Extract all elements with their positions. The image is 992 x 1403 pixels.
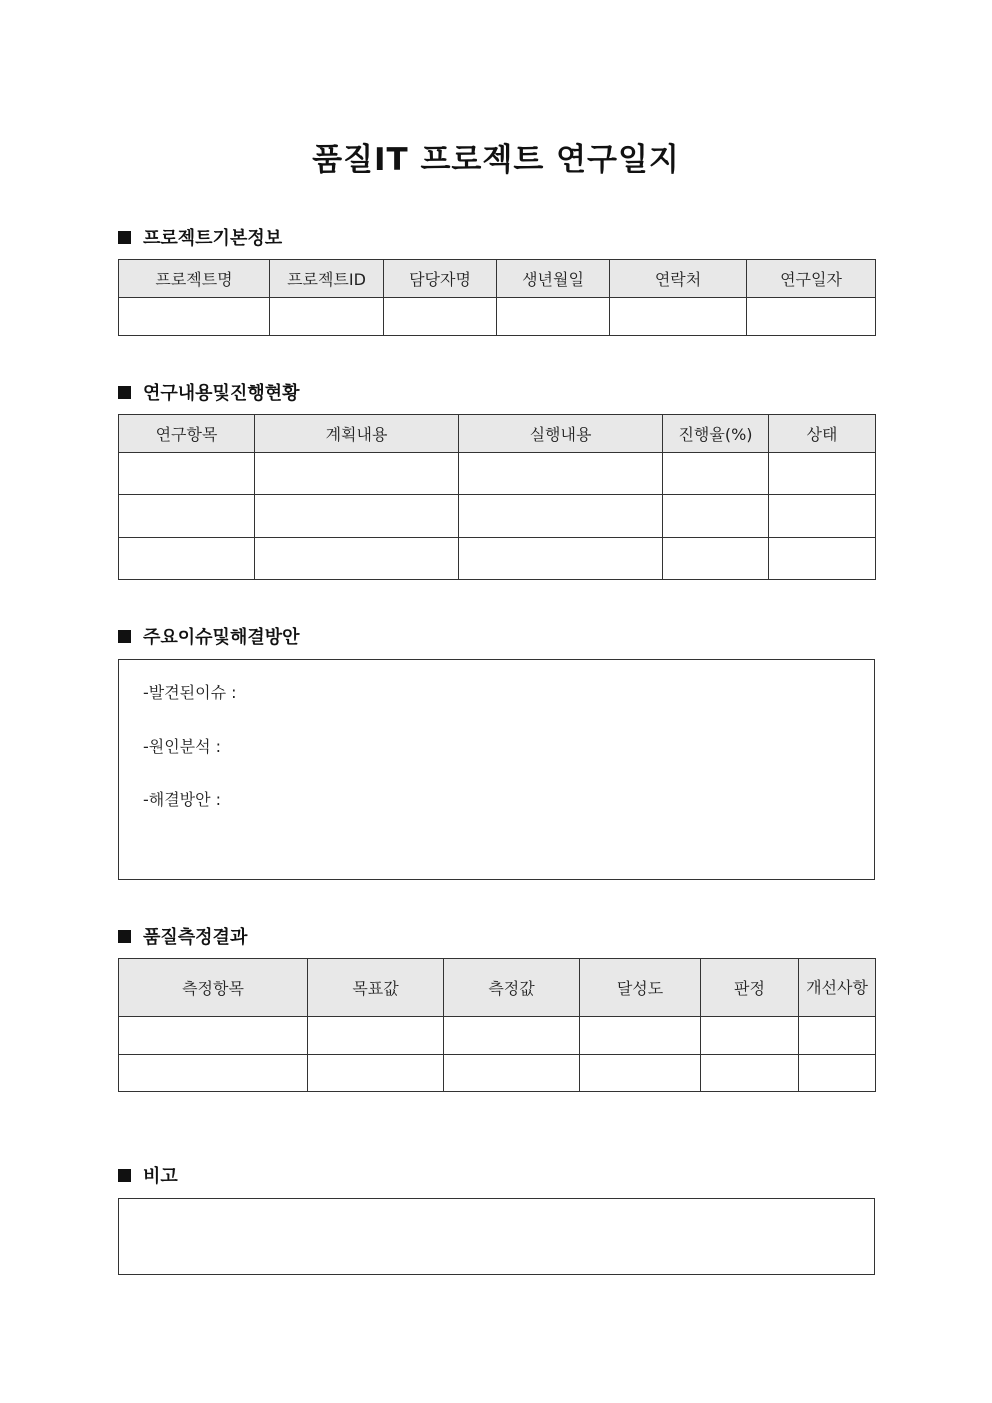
- table-cell[interactable]: [580, 1055, 701, 1092]
- table-row: [119, 453, 876, 495]
- table-cell[interactable]: [799, 1017, 876, 1055]
- table-cell[interactable]: [308, 1017, 444, 1055]
- column-header-judgement: 판정: [701, 959, 799, 1017]
- table-header-row: [119, 415, 876, 453]
- cause-analysis-line: -원인분석 :: [143, 737, 222, 756]
- square-bullet-icon: [118, 1169, 131, 1182]
- section-title: 품질측정결과: [143, 927, 248, 948]
- progress-table: [118, 414, 876, 580]
- column-header-research-item: 연구항목: [119, 415, 255, 453]
- table-cell[interactable]: [663, 538, 769, 580]
- page-title: 품질IT 프로젝트 연구일지: [312, 142, 680, 178]
- quality-table: [118, 958, 876, 1092]
- table-cell[interactable]: [747, 298, 876, 336]
- table-cell[interactable]: [119, 1017, 308, 1055]
- table-row: [119, 298, 876, 336]
- section-heading-progress: [118, 379, 300, 405]
- issues-box[interactable]: [118, 659, 875, 880]
- square-bullet-icon: [118, 231, 131, 244]
- section-heading-remarks: [118, 1162, 178, 1188]
- table-cell[interactable]: [119, 538, 255, 580]
- column-header-achievement: 달성도: [580, 959, 701, 1017]
- table-cell[interactable]: [119, 1055, 308, 1092]
- issue-found-line: -발견된이슈 :: [143, 683, 237, 702]
- column-header-manager-name: 담당자명: [384, 260, 497, 298]
- table-cell[interactable]: [119, 298, 270, 336]
- section-heading-quality: [118, 923, 247, 949]
- table-cell[interactable]: [459, 495, 663, 538]
- column-header-improvement: 개선사항: [799, 959, 876, 1017]
- table-cell[interactable]: [444, 1055, 580, 1092]
- column-header-birth-date: 생년월일: [497, 260, 610, 298]
- column-header-measure-item: 측정항목: [119, 959, 308, 1017]
- table-cell[interactable]: [255, 495, 459, 538]
- table-header-row: [119, 959, 876, 1017]
- table-row: [119, 538, 876, 580]
- table-cell[interactable]: [580, 1017, 701, 1055]
- table-cell[interactable]: [497, 298, 610, 336]
- column-header-status: 상태: [769, 415, 876, 453]
- table-cell[interactable]: [459, 538, 663, 580]
- table-cell[interactable]: [270, 298, 384, 336]
- section-title: 연구내용및진행현황: [143, 383, 300, 404]
- column-header-progress-rate: 진행율(%): [663, 415, 769, 453]
- table-cell[interactable]: [799, 1055, 876, 1092]
- column-header-target-value: 목표값: [308, 959, 444, 1017]
- table-cell[interactable]: [663, 453, 769, 495]
- table-cell[interactable]: [610, 298, 747, 336]
- section-heading-issues: [118, 623, 300, 649]
- section-title: 프로젝트기본정보: [143, 228, 283, 249]
- table-cell[interactable]: [769, 538, 876, 580]
- table-row: [119, 495, 876, 538]
- solution-line: -해결방안 :: [143, 790, 222, 809]
- table-cell[interactable]: [663, 495, 769, 538]
- table-cell[interactable]: [459, 453, 663, 495]
- table-cell[interactable]: [444, 1017, 580, 1055]
- section-heading-basic-info: [118, 224, 282, 250]
- section-title: 주요이슈및해결방안: [143, 627, 300, 648]
- table-row: [119, 1017, 876, 1055]
- table-cell[interactable]: [308, 1055, 444, 1092]
- column-header-contact: 연락처: [610, 260, 747, 298]
- column-header-execution: 실행내용: [459, 415, 663, 453]
- column-header-project-name: 프로젝트명: [119, 260, 270, 298]
- table-cell[interactable]: [255, 538, 459, 580]
- table-cell[interactable]: [769, 495, 876, 538]
- table-cell[interactable]: [384, 298, 497, 336]
- column-header-research-date: 연구일자: [747, 260, 876, 298]
- table-row: [119, 1055, 876, 1092]
- table-cell[interactable]: [119, 495, 255, 538]
- table-header-row: [119, 260, 876, 298]
- square-bullet-icon: [118, 630, 131, 643]
- basic-info-table: [118, 259, 876, 336]
- remarks-box[interactable]: [118, 1198, 875, 1275]
- table-cell[interactable]: [701, 1017, 799, 1055]
- square-bullet-icon: [118, 386, 131, 399]
- square-bullet-icon: [118, 930, 131, 943]
- column-header-plan: 계획내용: [255, 415, 459, 453]
- table-cell[interactable]: [119, 453, 255, 495]
- column-header-project-id: 프로젝트ID: [270, 260, 384, 298]
- table-cell[interactable]: [769, 453, 876, 495]
- table-cell[interactable]: [255, 453, 459, 495]
- column-header-measured-value: 측정값: [444, 959, 580, 1017]
- section-title: 비고: [143, 1166, 178, 1187]
- table-cell[interactable]: [701, 1055, 799, 1092]
